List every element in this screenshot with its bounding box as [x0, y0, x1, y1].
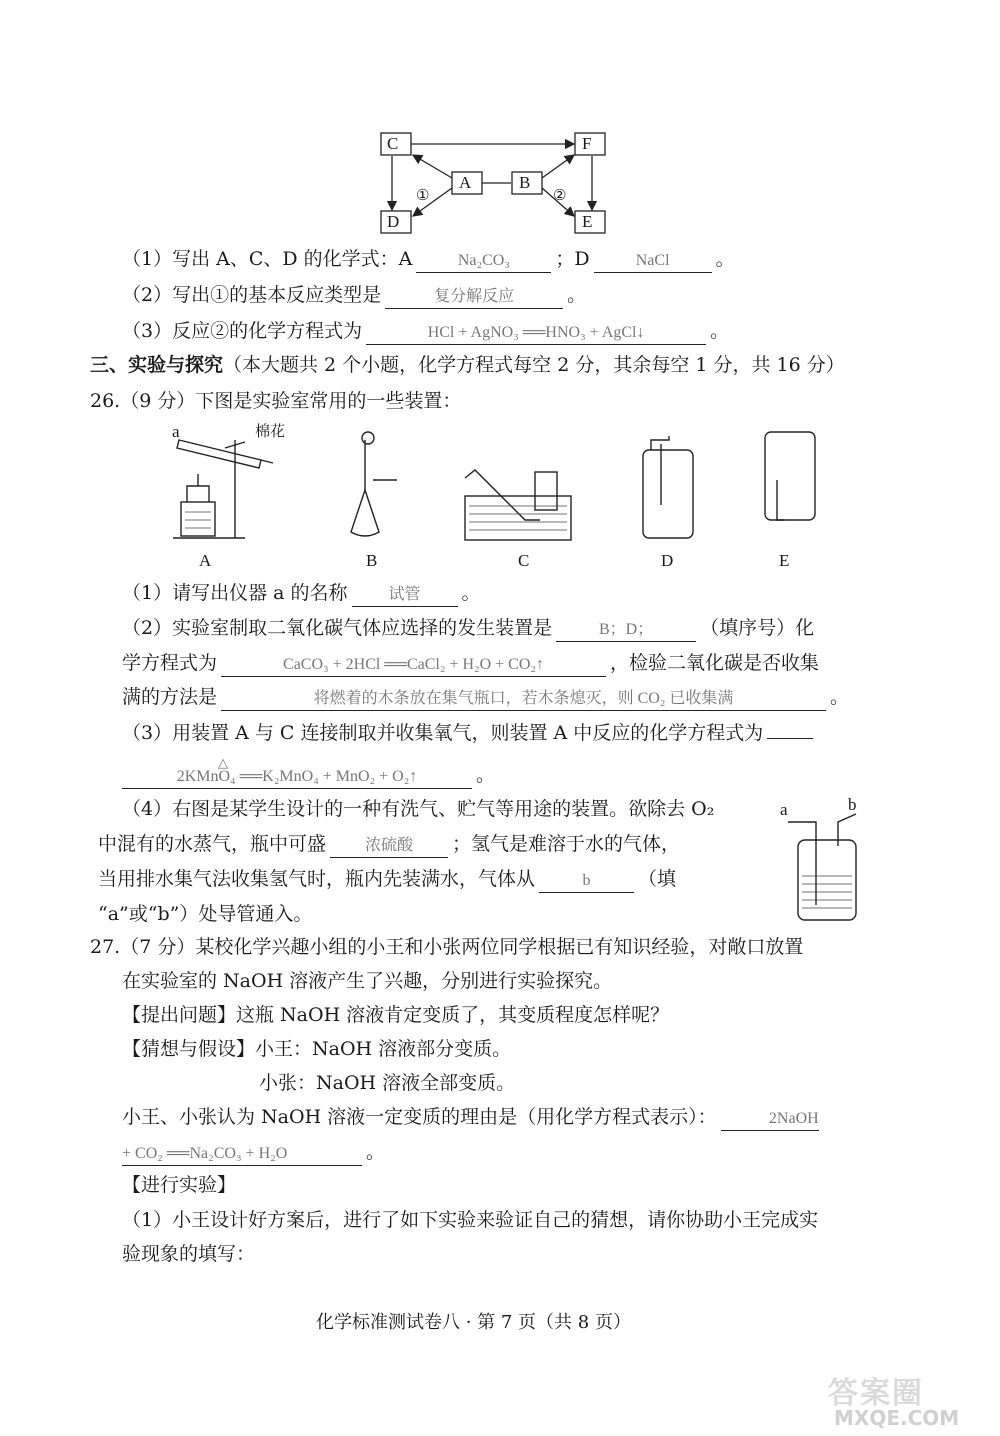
- q26-p4-line1: （4）右图是某学生设计的一种有洗气、贮气等用途的装置。欲除去 O₂: [122, 798, 715, 820]
- answer-reaction-type: 复分解反应: [385, 286, 563, 309]
- q27-exp1-line2: 验现象的填写：: [122, 1243, 256, 1265]
- q26-p4-line3: 当用排水集气法收集氢气时，瓶内先装满水，气体从 b （填: [98, 866, 676, 893]
- q25-p2: （2）写出①的基本反应类型是 复分解反应 。: [122, 282, 586, 309]
- q26-intro: 26.（9 分）下图是实验室常用的一些装置：: [90, 390, 462, 412]
- q27-reason: 小王、小张认为 NaOH 溶液一定变质的理由是（用化学方程式表示）： 2NaOH: [122, 1104, 823, 1131]
- answer-a: Na₂CO₃: [416, 250, 551, 273]
- q26-p4-line4: “a”或“b”）处导管通入。: [98, 903, 313, 925]
- answer-co2-check: 将燃着的木条放在集气瓶口，若木条熄灭，则 CO₂ 已收集满: [221, 688, 826, 711]
- answer-apparatus: B；D；: [556, 619, 696, 642]
- apparatus-label-c: C: [518, 551, 530, 570]
- q25-p1: （1）写出 A、C、D 的化学式：A Na₂CO₃ ；D NaCl 。: [122, 246, 735, 273]
- q27-question: 【提出问题】这瓶 NaOH 溶液肯定变质了，其变质程度怎样呢？: [122, 1004, 670, 1026]
- mark-2: ②: [553, 188, 567, 204]
- q27-exp1-line1: （1）小王设计好方案后，进行了如下实验来验证自己的猜想，请你协助小王完成实: [122, 1209, 819, 1231]
- q27-hyp-2: 小张：NaOH 溶液全部变质。: [259, 1072, 516, 1094]
- q26-p3-line1: （3）用装置 A 与 C 连接制取并收集氧气，则装置 A 中反应的化学方程式为: [122, 720, 817, 746]
- q27-intro-2: 在实验室的 NaOH 溶液产生了兴趣，分别进行实验探究。: [122, 970, 613, 992]
- answer-co2-equation: CaCO₃ + 2HCl ══CaCl₂ + H₂O + CO₂↑: [221, 654, 606, 677]
- watermark-url: MXQE.COM: [834, 1406, 960, 1430]
- q27-experiment: 【进行实验】: [122, 1174, 237, 1196]
- answer-d: NaCl: [594, 250, 712, 273]
- q27-intro-1: 27.（7 分）某校化学兴趣小组的小王和小张两位同学根据已有知识经验，对敞口放置: [90, 936, 804, 958]
- node-c-label: C: [387, 134, 399, 153]
- node-f-label: F: [582, 134, 592, 153]
- answer-equation-2: HCl + AgNO₃ ══HNO₃ + AgCl↓: [366, 322, 706, 345]
- page-footer: 化学标准测试卷八 · 第 7 页（共 8 页）: [316, 1312, 631, 1333]
- label-a: a: [172, 422, 180, 441]
- node-d-label: D: [387, 212, 400, 231]
- reaction-diagram: [375, 128, 635, 238]
- q26-p4-line2: 中混有的水蒸气，瓶中可盛 浓硫酸 ；氢气是难溶于水的气体，: [98, 831, 680, 858]
- q27-hyp-1: 【猜想与假设】小王：NaOH 溶液部分变质。: [122, 1038, 512, 1060]
- q26-p3-line2: △ 2KMnO₄ ══K₂MnO₄ + MnO₂ + O₂↑ 。: [122, 762, 495, 789]
- q26-p1: （1）请写出仪器 a 的名称 试管 。: [122, 580, 481, 607]
- apparatus-label-b: B: [366, 551, 378, 570]
- label-cotton: 棉花: [255, 424, 286, 440]
- answer-instrument-a: 试管: [352, 584, 458, 607]
- wash-bottle-figure: [788, 810, 868, 925]
- port-a-label: a: [780, 800, 788, 819]
- q26-p2-line3: 满的方法是 将燃着的木条放在集气瓶口，若木条熄灭，则 CO₂ 已收集满 。: [122, 684, 849, 711]
- port-b-label: b: [848, 795, 857, 814]
- answer-desiccant: 浓硫酸: [330, 835, 448, 858]
- q26-p2-line1: （2）实验室制取二氧化碳气体应选择的发生装置是 B；D； （填序号）化: [122, 615, 814, 642]
- watermark: [820, 1368, 990, 1430]
- apparatus-label-e: E: [779, 551, 790, 570]
- answer-reason-1: 2NaOH: [721, 1108, 819, 1131]
- q25-p3: （3）反应②的化学方程式为 HCl + AgNO₃ ══HNO₃ + AgCl↓ 。: [122, 318, 729, 345]
- answer-reason-2: + CO₂ ══Na₂CO₃ + H₂O: [122, 1143, 362, 1166]
- watermark-logo: 答案圈: [828, 1376, 924, 1411]
- answer-o2-equation: △ 2KMnO₄ ══K₂MnO₄ + MnO₂ + O₂↑: [122, 766, 472, 789]
- node-b-label: B: [519, 173, 531, 192]
- answer-inlet: b: [539, 870, 634, 893]
- q26-p2-line2: 学方程式为 CaCO₃ + 2HCl ══CaCl₂ + H₂O + CO₂↑ ，检验二氧化碳是否收集: [122, 650, 819, 677]
- mark-1: ①: [416, 188, 430, 204]
- node-e-label: E: [582, 212, 593, 231]
- section3-heading: 三、实验与探究（本大题共 2 个小题，化学方程式每空 2 分，其余每空 1 分，共 16 分）: [90, 354, 845, 376]
- node-a-label: A: [459, 173, 472, 192]
- apparatus-label-a: A: [199, 551, 212, 570]
- apparatus-label-d: D: [661, 551, 674, 570]
- q27-reason-cont: + CO₂ ══Na₂CO₃ + H₂O 。: [122, 1139, 385, 1166]
